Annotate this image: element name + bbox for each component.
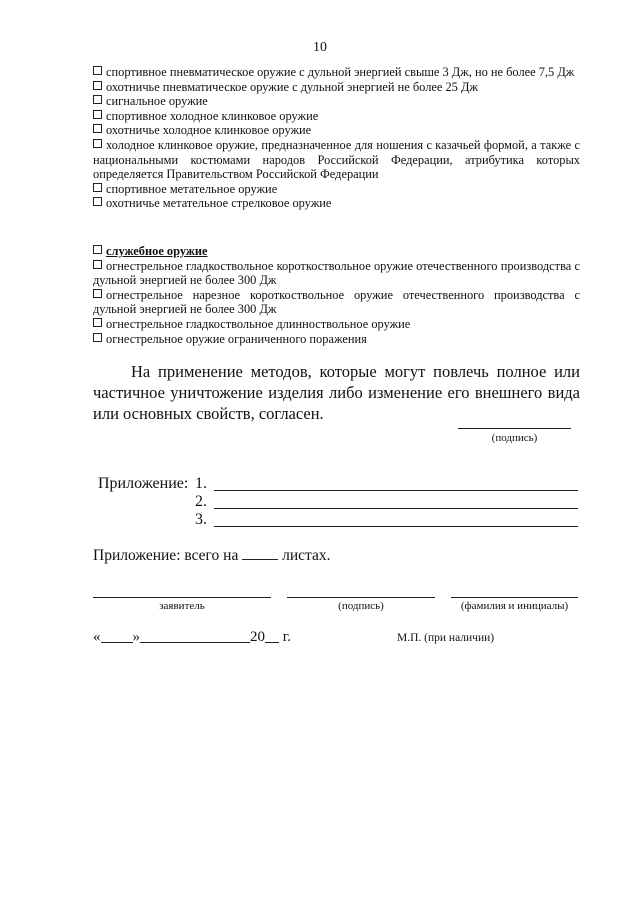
attachments-total: Приложение: всего на листах. (93, 547, 331, 564)
checkbox-icon[interactable] (93, 260, 102, 269)
checkbox-icon[interactable] (93, 245, 102, 254)
checkbox-icon[interactable] (93, 81, 102, 90)
section-heading-row[interactable] (93, 244, 580, 259)
list-item[interactable]: огнестрельное гладкоствольное короткоствольное оружие отечественного производства с дульной энергией не более 300 Дж (93, 258, 580, 288)
checkbox-icon[interactable] (93, 139, 102, 148)
checkbox-icon[interactable] (93, 66, 102, 75)
attachment-field-3[interactable] (214, 526, 578, 527)
checkbox-icon[interactable] (93, 110, 102, 119)
signature-line[interactable] (458, 428, 571, 429)
list-item[interactable]: холодное клинковое оружие, предназначенное для ношения с казачьей формой, а также с национальными костюмами народов Российской Федерации, атрибутика которых определяется Правительством Российской Федерации (93, 137, 580, 182)
checkbox-icon[interactable] (93, 333, 102, 342)
page-number: 10 (313, 40, 327, 55)
sheet-count-field[interactable] (242, 547, 278, 560)
stamp-note: М.П. (при наличии) (397, 632, 495, 644)
list-item[interactable]: охотничье метательное стрелковое оружие (93, 196, 580, 211)
applicant-line[interactable] (93, 597, 271, 598)
weapon-list-service (93, 244, 580, 346)
checkbox-icon[interactable] (93, 95, 102, 104)
weapon-list-civil (93, 65, 580, 211)
list-item[interactable]: огнестрельное гладкоствольное длинноствольное оружие (93, 317, 580, 332)
consent-paragraph: На применение методов, которые могут повлечь полное или частичное уничтожение изделия либо изменение его внешнего вида или основных свойств, согласен. (93, 362, 580, 423)
list-item[interactable]: охотничье холодное клинковое оружие (93, 123, 580, 138)
list-item[interactable]: охотничье пневматическое оружие с дульной энергией не более 25 Дж (93, 80, 580, 95)
checkbox-icon[interactable] (93, 183, 102, 192)
applicant-caption: заявитель (159, 600, 205, 612)
checkbox-icon[interactable] (93, 318, 102, 327)
date-row: « » 20 г. (93, 629, 291, 645)
attachments-label: Приложение: (98, 475, 189, 492)
list-item[interactable]: спортивное холодное клинковое оружие (93, 109, 580, 124)
attachment-number-2: 2. (195, 493, 207, 510)
list-item[interactable]: сигнальное оружие (93, 94, 580, 109)
attachment-number-1: 1. (195, 475, 207, 492)
name-line[interactable] (451, 597, 578, 598)
list-item[interactable]: спортивное метательное оружие (93, 182, 580, 197)
signature-caption: (подпись) (491, 432, 538, 444)
day-field[interactable] (101, 628, 133, 643)
month-field[interactable] (140, 628, 250, 643)
checkbox-icon[interactable] (93, 124, 102, 133)
list-item[interactable]: огнестрельное нарезное короткоствольное оружие отечественного производства с дульной энергией не более 300 Дж (93, 287, 580, 317)
checkbox-icon[interactable] (93, 197, 102, 206)
name-caption: (фамилия и инициалы) (460, 600, 569, 612)
signature-line-2[interactable] (287, 597, 435, 598)
checkbox-icon[interactable] (93, 289, 102, 298)
signature-caption-2: (подпись) (338, 600, 384, 612)
attachment-field-1[interactable] (214, 490, 578, 491)
section-heading: служебное оружие (106, 244, 208, 258)
year-field[interactable] (265, 628, 279, 643)
list-item[interactable]: огнестрельное оружие ограниченного поражения (93, 332, 580, 347)
attachment-number-3: 3. (195, 511, 207, 528)
attachment-field-2[interactable] (214, 508, 578, 509)
list-item[interactable]: спортивное пневматическое оружие с дульной энергией свыше 3 Дж, но не более 7,5 Дж (93, 65, 580, 80)
